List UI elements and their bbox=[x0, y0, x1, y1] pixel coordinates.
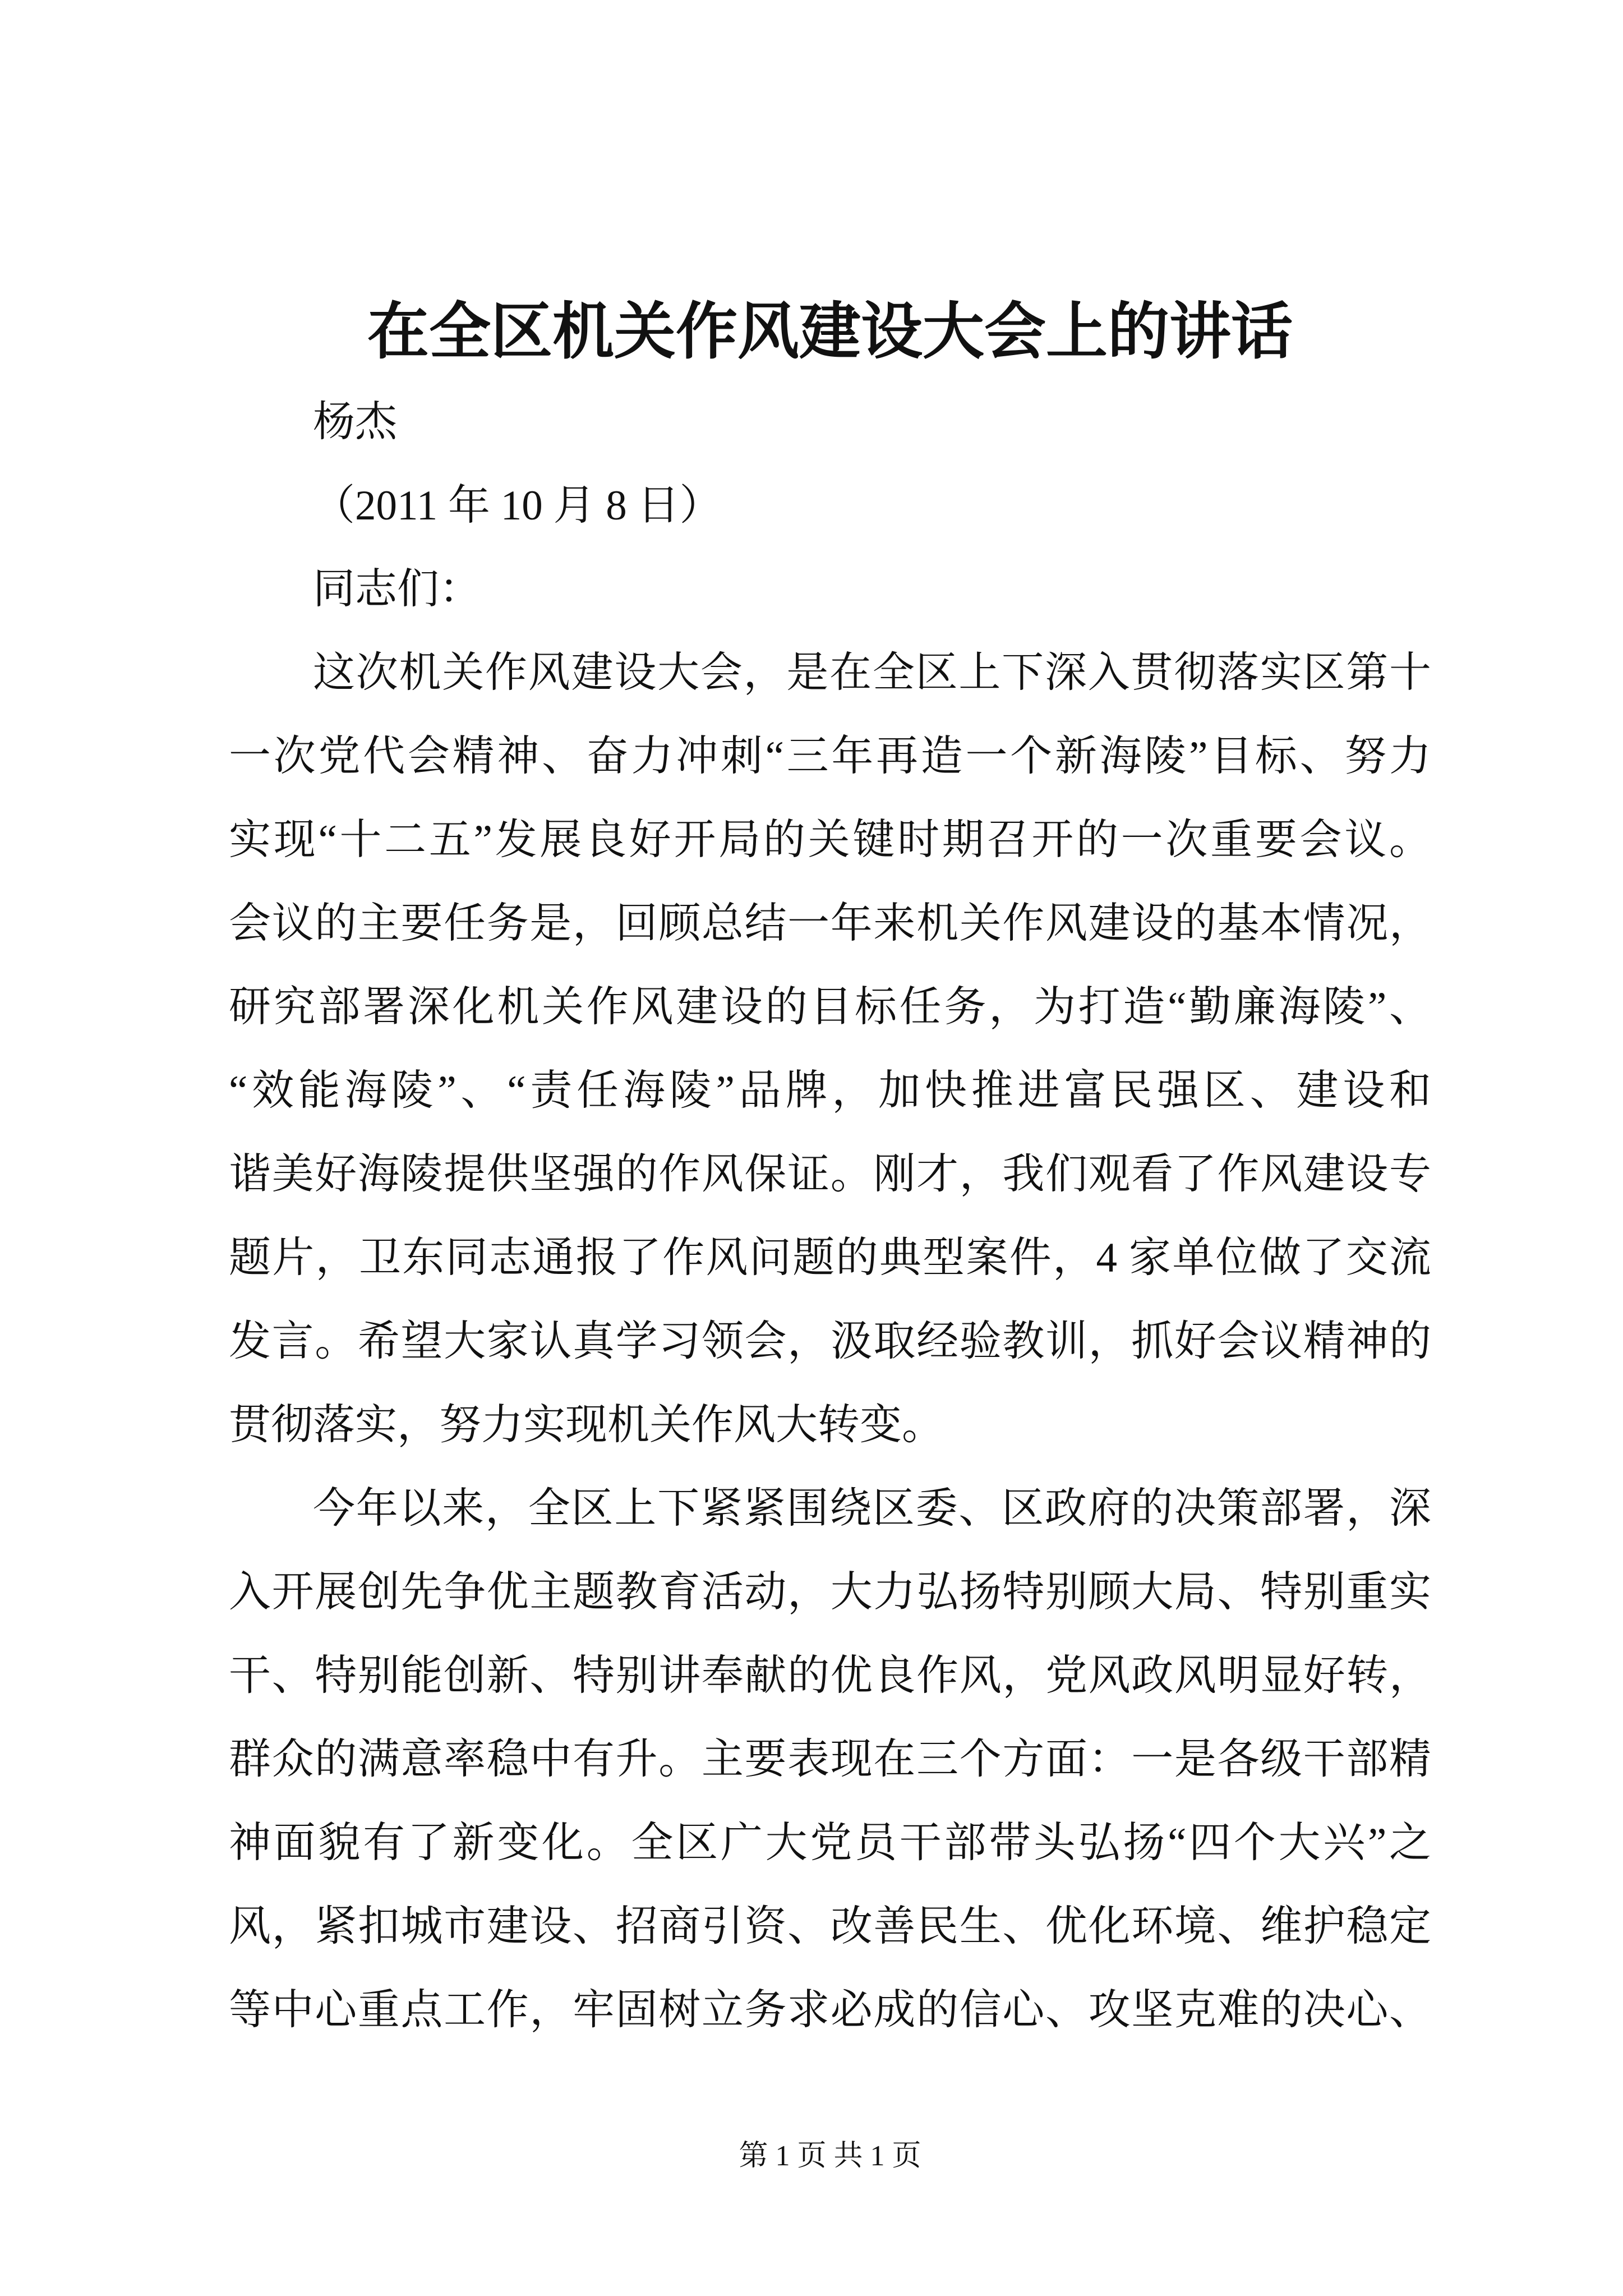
author-name: 杨杰 bbox=[313, 399, 398, 445]
text-line: 群众的满意率稳中有升。主要表现在三个方面：一是各级干部精 bbox=[229, 1736, 1431, 1783]
text-line: 题片，卫东同志通报了作风问题的典型案件，4 家单位做了交流 bbox=[229, 1235, 1431, 1281]
text-line: 贯彻落实，努力实现机关作风大转变。 bbox=[229, 1402, 944, 1448]
text-line: 入开展创先争优主题教育活动，大力弘扬特别顾大局、特别重实 bbox=[229, 1569, 1431, 1616]
text-line: 这次机关作风建设大会，是在全区上下深入贯彻落实区第十 bbox=[313, 650, 1431, 696]
page-number-footer: 第 1 页 共 1 页 bbox=[739, 2140, 921, 2172]
text-line: 风，紧扣城市建设、招商引资、改善民生、优化环境、维护稳定 bbox=[229, 1903, 1431, 1950]
document-title: 在全区机关作风建设大会上的讲话 bbox=[367, 298, 1293, 366]
text-line: 一次党代会精神、奋力冲刺“三年再造一个新海陵”目标、努力 bbox=[229, 733, 1431, 780]
text-line: 会议的主要任务是，回顾总结一年来机关作风建设的基本情况， bbox=[229, 900, 1431, 947]
text-line: 发言。希望大家认真学习领会，汲取经验教训，抓好会议精神的 bbox=[229, 1318, 1431, 1365]
speech-date: （2011 年 10 月 8 日） bbox=[313, 482, 722, 529]
document-body bbox=[229, 380, 1431, 2052]
text-line: 等中心重点工作，牢固树立务求必成的信心、攻坚克难的决心、 bbox=[229, 1987, 1431, 2033]
text-line: “效能海陵”、“责任海陵”品牌，加快推进富民强区、建设和 bbox=[229, 1068, 1431, 1114]
salutation: 同志们： bbox=[313, 566, 482, 613]
text-line: 神面貌有了新变化。全区广大党员干部带头弘扬“四个大兴”之 bbox=[229, 1820, 1431, 1866]
text-line: 实现“十二五”发展良好开局的关键时期召开的一次重要会议。 bbox=[229, 817, 1431, 863]
text-line: 今年以来，全区上下紧紧围绕区委、区政府的决策部署，深 bbox=[313, 1485, 1431, 1532]
text-line: 研究部署深化机关作风建设的目标任务，为打造“勤廉海陵”、 bbox=[229, 984, 1431, 1030]
text-line: 干、特别能创新、特别讲奉献的优良作风，党风政风明显好转， bbox=[229, 1653, 1431, 1699]
paragraph-1 bbox=[229, 631, 1431, 1467]
paragraph-2 bbox=[229, 1467, 1431, 2052]
text-line: 谐美好海陵提供坚强的作风保证。刚才，我们观看了作风建设专 bbox=[229, 1151, 1431, 1198]
